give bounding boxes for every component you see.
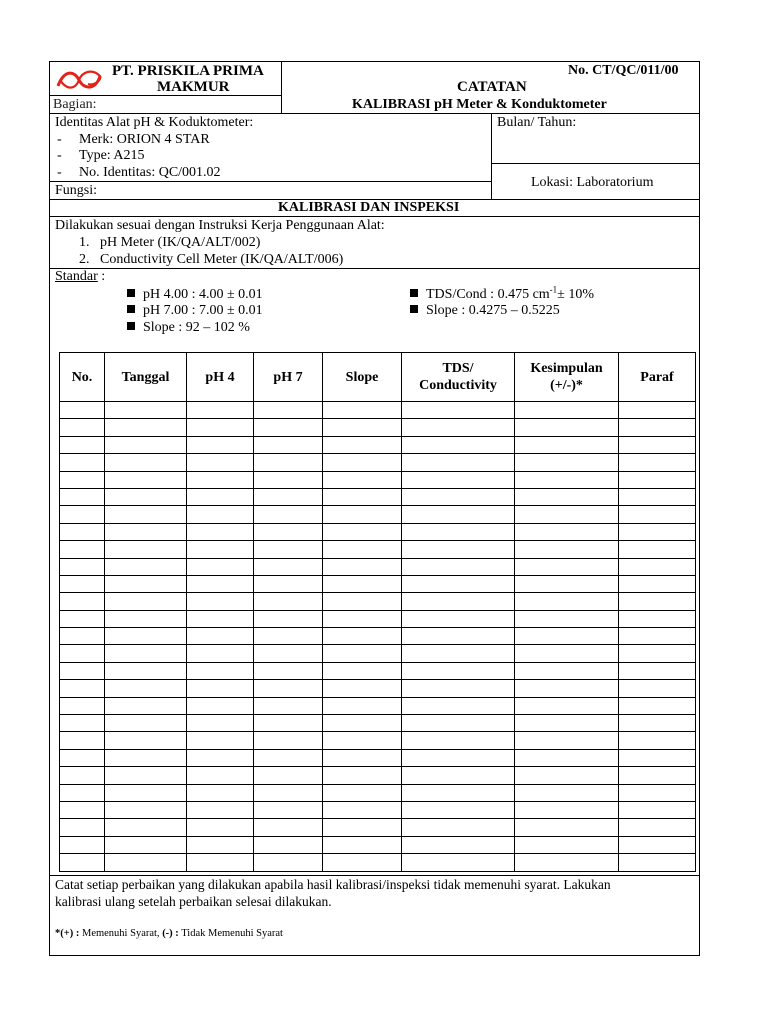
identity-heading: Identitas Alat pH & Koduktometer: bbox=[55, 115, 254, 130]
table-cell[interactable] bbox=[515, 732, 619, 749]
table-cell[interactable] bbox=[254, 628, 323, 645]
table-cell[interactable] bbox=[60, 784, 105, 801]
table-cell[interactable] bbox=[254, 575, 323, 592]
table-cell[interactable] bbox=[105, 697, 187, 714]
table-cell[interactable] bbox=[515, 523, 619, 540]
instruction-item: 2. Conductivity Cell Meter (IK/QA/ALT/006) bbox=[79, 252, 344, 267]
table-row bbox=[60, 680, 696, 697]
table-row bbox=[60, 662, 696, 679]
table-cell[interactable] bbox=[105, 454, 187, 471]
table-cell[interactable] bbox=[187, 662, 254, 679]
table-cell[interactable] bbox=[105, 715, 187, 732]
table-cell[interactable] bbox=[619, 593, 696, 610]
table-row bbox=[60, 628, 696, 645]
table-cell[interactable] bbox=[515, 801, 619, 818]
table-cell[interactable] bbox=[187, 575, 254, 592]
table-cell[interactable] bbox=[187, 454, 254, 471]
table-cell[interactable] bbox=[619, 784, 696, 801]
table-cell[interactable] bbox=[515, 715, 619, 732]
table-cell[interactable] bbox=[187, 541, 254, 558]
table-cell[interactable] bbox=[619, 541, 696, 558]
table-cell[interactable] bbox=[515, 854, 619, 871]
table-cell[interactable] bbox=[619, 471, 696, 488]
table-cell[interactable] bbox=[187, 436, 254, 453]
standar-label: Standar : bbox=[55, 269, 106, 284]
table-cell[interactable] bbox=[619, 488, 696, 505]
table-cell[interactable] bbox=[402, 767, 515, 784]
table-cell[interactable] bbox=[323, 680, 402, 697]
bullet-square-icon bbox=[127, 322, 135, 330]
table-cell[interactable] bbox=[60, 819, 105, 836]
table-cell[interactable] bbox=[323, 436, 402, 453]
table-cell[interactable] bbox=[515, 454, 619, 471]
table-cell[interactable] bbox=[402, 471, 515, 488]
table-row bbox=[60, 697, 696, 714]
table-cell[interactable] bbox=[402, 662, 515, 679]
table-cell[interactable] bbox=[619, 419, 696, 436]
table-cell[interactable] bbox=[402, 732, 515, 749]
table-cell[interactable] bbox=[60, 749, 105, 766]
table-cell[interactable] bbox=[254, 767, 323, 784]
table-cell[interactable] bbox=[619, 628, 696, 645]
table-cell[interactable] bbox=[323, 488, 402, 505]
table-cell[interactable] bbox=[402, 854, 515, 871]
table-cell[interactable] bbox=[323, 419, 402, 436]
identity-item: - No. Identitas: QC/001.02 bbox=[57, 165, 221, 180]
table-cell[interactable] bbox=[323, 593, 402, 610]
table-cell[interactable] bbox=[402, 610, 515, 627]
table-cell[interactable] bbox=[323, 767, 402, 784]
table-cell[interactable] bbox=[323, 454, 402, 471]
table-cell[interactable] bbox=[619, 854, 696, 871]
table-cell[interactable] bbox=[105, 749, 187, 766]
table-cell[interactable] bbox=[60, 801, 105, 818]
table-cell[interactable] bbox=[402, 819, 515, 836]
table-cell[interactable] bbox=[187, 767, 254, 784]
lokasi-label: Lokasi: Laboratorium bbox=[531, 175, 654, 190]
table-cell[interactable] bbox=[254, 523, 323, 540]
table-cell[interactable] bbox=[105, 541, 187, 558]
table-cell[interactable] bbox=[515, 575, 619, 592]
table-cell[interactable] bbox=[323, 662, 402, 679]
table-row bbox=[60, 541, 696, 558]
table-cell[interactable] bbox=[254, 506, 323, 523]
table-cell[interactable] bbox=[619, 454, 696, 471]
table-row bbox=[60, 819, 696, 836]
table-cell[interactable] bbox=[105, 506, 187, 523]
table-cell[interactable] bbox=[515, 836, 619, 853]
table-cell[interactable] bbox=[60, 645, 105, 662]
table-cell[interactable] bbox=[619, 767, 696, 784]
table-cell[interactable] bbox=[619, 645, 696, 662]
table-cell[interactable] bbox=[60, 488, 105, 505]
table-cell[interactable] bbox=[254, 436, 323, 453]
table-cell[interactable] bbox=[105, 662, 187, 679]
table-cell[interactable] bbox=[187, 715, 254, 732]
table-cell[interactable] bbox=[402, 628, 515, 645]
table-cell[interactable] bbox=[515, 697, 619, 714]
table-cell[interactable] bbox=[254, 732, 323, 749]
table-cell[interactable] bbox=[60, 836, 105, 853]
table-cell[interactable] bbox=[515, 784, 619, 801]
header-bottom-line bbox=[49, 113, 700, 114]
table-row bbox=[60, 784, 696, 801]
table-cell[interactable] bbox=[105, 436, 187, 453]
document-number: No. CT/QC/011/00 bbox=[568, 63, 679, 78]
bullet-square-icon bbox=[127, 305, 135, 313]
standar-left-item: pH 7.00 : 7.00 ± 0.01 bbox=[127, 303, 263, 319]
table-cell[interactable] bbox=[60, 558, 105, 575]
table-cell[interactable] bbox=[254, 854, 323, 871]
table-cell[interactable] bbox=[60, 628, 105, 645]
instruction-item: 1. pH Meter (IK/QA/ALT/002) bbox=[79, 235, 261, 250]
table-row bbox=[60, 402, 696, 419]
table-cell[interactable] bbox=[323, 836, 402, 853]
table-cell[interactable] bbox=[515, 402, 619, 419]
table-cell[interactable] bbox=[515, 541, 619, 558]
table-cell[interactable] bbox=[60, 610, 105, 627]
table-cell[interactable] bbox=[619, 506, 696, 523]
standar-right-item: Slope : 0.4275 – 0.5225 bbox=[410, 303, 560, 319]
table-cell[interactable] bbox=[187, 419, 254, 436]
table-cell[interactable] bbox=[254, 819, 323, 836]
table-cell[interactable] bbox=[515, 819, 619, 836]
table-cell[interactable] bbox=[105, 732, 187, 749]
company-name-line2: MAKMUR bbox=[157, 79, 230, 95]
table-row bbox=[60, 488, 696, 505]
table-cell[interactable] bbox=[60, 680, 105, 697]
table-cell[interactable] bbox=[515, 610, 619, 627]
table-cell[interactable] bbox=[187, 680, 254, 697]
table-cell[interactable] bbox=[254, 645, 323, 662]
table-cell[interactable] bbox=[515, 558, 619, 575]
table-cell[interactable] bbox=[515, 680, 619, 697]
table-cell[interactable] bbox=[60, 593, 105, 610]
table-cell[interactable] bbox=[60, 715, 105, 732]
table-cell[interactable] bbox=[254, 471, 323, 488]
table-cell[interactable] bbox=[515, 471, 619, 488]
table-cell[interactable] bbox=[323, 541, 402, 558]
table-cell[interactable] bbox=[323, 471, 402, 488]
table-cell[interactable] bbox=[60, 523, 105, 540]
table-cell[interactable] bbox=[254, 610, 323, 627]
table-row bbox=[60, 575, 696, 592]
table-cell[interactable] bbox=[254, 697, 323, 714]
footer-note-line2: kalibrasi ulang setelah perbaikan selesai dilakukan. bbox=[55, 894, 332, 909]
table-cell[interactable] bbox=[515, 628, 619, 645]
table-cell[interactable] bbox=[60, 575, 105, 592]
table-row bbox=[60, 801, 696, 818]
identity-item: - Type: A215 bbox=[57, 148, 145, 163]
table-cell[interactable] bbox=[619, 436, 696, 453]
table-cell[interactable] bbox=[187, 697, 254, 714]
table-cell[interactable] bbox=[323, 749, 402, 766]
bulan-bottom-line bbox=[491, 163, 700, 164]
footer-legend: *(+) : Memenuhi Syarat, (-) : Tidak Memenuhi Syarat bbox=[55, 928, 283, 939]
table-cell[interactable] bbox=[619, 801, 696, 818]
table-cell[interactable] bbox=[60, 767, 105, 784]
table-cell[interactable] bbox=[60, 697, 105, 714]
table-cell[interactable] bbox=[402, 836, 515, 853]
document-title: KALIBRASI pH Meter & Konduktometer bbox=[352, 97, 607, 112]
table-row bbox=[60, 523, 696, 540]
table-cell[interactable] bbox=[323, 628, 402, 645]
table-cell[interactable] bbox=[105, 628, 187, 645]
table-cell[interactable] bbox=[105, 419, 187, 436]
table-row bbox=[60, 854, 696, 871]
bulan-tahun-label: Bulan/ Tahun: bbox=[497, 115, 577, 130]
table-cell[interactable] bbox=[60, 454, 105, 471]
table-cell[interactable] bbox=[60, 506, 105, 523]
table-cell[interactable] bbox=[105, 523, 187, 540]
table-cell[interactable] bbox=[105, 488, 187, 505]
table-cell[interactable] bbox=[402, 419, 515, 436]
table-cell[interactable] bbox=[187, 506, 254, 523]
table-cell[interactable] bbox=[105, 471, 187, 488]
table-cell[interactable] bbox=[402, 715, 515, 732]
table-cell[interactable] bbox=[187, 819, 254, 836]
standar-left-item: Slope : 92 – 102 % bbox=[127, 320, 250, 336]
table-cell[interactable] bbox=[60, 854, 105, 871]
table-cell[interactable] bbox=[105, 784, 187, 801]
table-cell[interactable] bbox=[105, 854, 187, 871]
table-cell[interactable] bbox=[402, 488, 515, 505]
bagian-label: Bagian: bbox=[53, 97, 97, 112]
col-header-kesimpulan: Kesimpulan (+/-)* bbox=[515, 353, 619, 402]
table-cell[interactable] bbox=[187, 471, 254, 488]
table-cell[interactable] bbox=[105, 575, 187, 592]
company-name-line1: PT. PRISKILA PRIMA bbox=[112, 63, 264, 79]
instruction-bottom-line bbox=[49, 268, 700, 269]
table-cell[interactable] bbox=[187, 801, 254, 818]
col-header-ph7: pH 7 bbox=[254, 353, 323, 402]
calibration-table bbox=[59, 352, 696, 872]
table-cell[interactable] bbox=[187, 402, 254, 419]
table-cell[interactable] bbox=[323, 732, 402, 749]
table-cell[interactable] bbox=[619, 819, 696, 836]
col-header-no: No. bbox=[60, 353, 105, 402]
table-cell[interactable] bbox=[515, 436, 619, 453]
table-cell[interactable] bbox=[402, 558, 515, 575]
table-cell[interactable] bbox=[187, 593, 254, 610]
table-cell[interactable] bbox=[105, 558, 187, 575]
table-cell[interactable] bbox=[105, 836, 187, 853]
table-cell[interactable] bbox=[515, 645, 619, 662]
table-row bbox=[60, 593, 696, 610]
table-cell[interactable] bbox=[402, 784, 515, 801]
table-row bbox=[60, 610, 696, 627]
table-row bbox=[60, 836, 696, 853]
col-header-paraf: Paraf bbox=[619, 353, 696, 402]
table-row bbox=[60, 558, 696, 575]
table-cell[interactable] bbox=[515, 662, 619, 679]
table-cell[interactable] bbox=[187, 523, 254, 540]
table-cell[interactable] bbox=[60, 402, 105, 419]
bullet-square-icon bbox=[127, 289, 135, 297]
col-header-ph4: pH 4 bbox=[187, 353, 254, 402]
table-row bbox=[60, 471, 696, 488]
table-cell[interactable] bbox=[619, 680, 696, 697]
table-cell[interactable] bbox=[323, 784, 402, 801]
header-inner-line bbox=[49, 95, 281, 96]
table-row bbox=[60, 715, 696, 732]
table-cell[interactable] bbox=[619, 662, 696, 679]
table-cell[interactable] bbox=[254, 558, 323, 575]
section-bottom-line bbox=[49, 216, 700, 217]
table-cell[interactable] bbox=[515, 488, 619, 505]
table-cell[interactable] bbox=[619, 558, 696, 575]
table-cell[interactable] bbox=[187, 784, 254, 801]
table-cell[interactable] bbox=[60, 541, 105, 558]
table-cell[interactable] bbox=[402, 454, 515, 471]
identity-bottom-line bbox=[49, 181, 491, 182]
table-cell[interactable] bbox=[619, 715, 696, 732]
table-cell[interactable] bbox=[402, 593, 515, 610]
table-cell[interactable] bbox=[105, 680, 187, 697]
table-cell[interactable] bbox=[254, 541, 323, 558]
table-cell[interactable] bbox=[187, 749, 254, 766]
table-cell[interactable] bbox=[402, 575, 515, 592]
table-cell[interactable] bbox=[619, 749, 696, 766]
identity-divider bbox=[491, 113, 492, 199]
bullet-square-icon bbox=[410, 289, 418, 297]
table-cell[interactable] bbox=[187, 836, 254, 853]
table-cell[interactable] bbox=[105, 593, 187, 610]
table-cell[interactable] bbox=[254, 749, 323, 766]
table-cell[interactable] bbox=[515, 749, 619, 766]
table-cell[interactable] bbox=[619, 523, 696, 540]
table-row bbox=[60, 749, 696, 766]
table-cell[interactable] bbox=[105, 801, 187, 818]
table-cell[interactable] bbox=[187, 558, 254, 575]
standar-right-item: TDS/Cond : 0.475 $cm^{-1}\pm 10\%$ bbox=[410, 287, 594, 303]
table-cell[interactable] bbox=[323, 819, 402, 836]
footer-top-line bbox=[49, 875, 700, 876]
table-cell[interactable] bbox=[187, 854, 254, 871]
table-cell[interactable] bbox=[323, 715, 402, 732]
header-divider bbox=[281, 61, 282, 113]
table-cell[interactable] bbox=[254, 784, 323, 801]
table-cell[interactable] bbox=[402, 749, 515, 766]
table-cell[interactable] bbox=[619, 575, 696, 592]
table-cell[interactable] bbox=[323, 801, 402, 818]
table-cell[interactable] bbox=[323, 506, 402, 523]
table-cell[interactable] bbox=[323, 854, 402, 871]
table-cell[interactable] bbox=[254, 715, 323, 732]
table-row bbox=[60, 767, 696, 784]
table-cell[interactable] bbox=[254, 593, 323, 610]
table-cell[interactable] bbox=[60, 471, 105, 488]
table-cell[interactable] bbox=[402, 801, 515, 818]
table-row bbox=[60, 732, 696, 749]
table-cell[interactable] bbox=[254, 680, 323, 697]
table-row bbox=[60, 436, 696, 453]
table-cell[interactable] bbox=[254, 419, 323, 436]
table-cell[interactable] bbox=[619, 732, 696, 749]
table-cell[interactable] bbox=[60, 419, 105, 436]
table-cell[interactable] bbox=[323, 558, 402, 575]
table-cell[interactable] bbox=[619, 610, 696, 627]
table-cell[interactable] bbox=[402, 523, 515, 540]
standar-left-item: pH 4.00 : 4.00 ± 0.01 bbox=[127, 287, 263, 303]
instruction-intro: Dilakukan sesuai dengan Instruksi Kerja Penggunaan Alat: bbox=[55, 218, 385, 233]
table-cell[interactable] bbox=[323, 610, 402, 627]
company-logo-icon bbox=[54, 66, 104, 94]
table-row bbox=[60, 454, 696, 471]
col-header-tds: TDS/ Conductivity bbox=[402, 353, 515, 402]
document-type: CATATAN bbox=[457, 79, 527, 95]
fungsi-label: Fungsi: bbox=[55, 183, 98, 198]
table-cell[interactable] bbox=[402, 645, 515, 662]
table-cell[interactable] bbox=[402, 680, 515, 697]
table-cell[interactable] bbox=[187, 645, 254, 662]
table-cell[interactable] bbox=[402, 436, 515, 453]
table-cell[interactable] bbox=[619, 402, 696, 419]
table-cell[interactable] bbox=[187, 610, 254, 627]
table-row bbox=[60, 645, 696, 662]
table-cell[interactable] bbox=[619, 697, 696, 714]
table-cell[interactable] bbox=[105, 645, 187, 662]
section-title: KALIBRASI DAN INSPEKSI bbox=[278, 200, 460, 215]
table-cell[interactable] bbox=[402, 697, 515, 714]
table-cell[interactable] bbox=[515, 593, 619, 610]
table-row bbox=[60, 506, 696, 523]
table-cell[interactable] bbox=[323, 523, 402, 540]
table-cell[interactable] bbox=[105, 819, 187, 836]
table-cell[interactable] bbox=[402, 402, 515, 419]
table-cell[interactable] bbox=[254, 662, 323, 679]
table-cell[interactable] bbox=[60, 732, 105, 749]
col-header-slope: Slope bbox=[323, 353, 402, 402]
bullet-square-icon bbox=[410, 305, 418, 313]
table-cell[interactable] bbox=[323, 645, 402, 662]
table-cell[interactable] bbox=[619, 836, 696, 853]
table-cell[interactable] bbox=[187, 488, 254, 505]
table-header-row bbox=[60, 353, 696, 402]
table-cell[interactable] bbox=[60, 662, 105, 679]
col-header-tanggal: Tanggal bbox=[105, 353, 187, 402]
table-cell[interactable] bbox=[402, 541, 515, 558]
table-cell[interactable] bbox=[187, 732, 254, 749]
table-cell[interactable] bbox=[60, 436, 105, 453]
table-cell[interactable] bbox=[515, 767, 619, 784]
table-cell[interactable] bbox=[323, 402, 402, 419]
table-cell[interactable] bbox=[515, 419, 619, 436]
table-row bbox=[60, 419, 696, 436]
table-cell[interactable] bbox=[254, 402, 323, 419]
table-cell[interactable] bbox=[515, 506, 619, 523]
table-cell[interactable] bbox=[402, 506, 515, 523]
table-cell[interactable] bbox=[105, 610, 187, 627]
table-cell[interactable] bbox=[254, 454, 323, 471]
footer-note-line1: Catat setiap perbaikan yang dilakukan apabila hasil kalibrasi/inspeksi tidak memenuhi syarat. Lakukan bbox=[55, 877, 611, 892]
table-cell[interactable] bbox=[105, 402, 187, 419]
table-cell[interactable] bbox=[323, 697, 402, 714]
table-cell[interactable] bbox=[254, 488, 323, 505]
table-cell[interactable] bbox=[323, 575, 402, 592]
table-cell[interactable] bbox=[187, 628, 254, 645]
table-cell[interactable] bbox=[254, 836, 323, 853]
table-cell[interactable] bbox=[105, 767, 187, 784]
table-cell[interactable] bbox=[254, 801, 323, 818]
identity-item: - Merk: ORION 4 STAR bbox=[57, 132, 210, 147]
